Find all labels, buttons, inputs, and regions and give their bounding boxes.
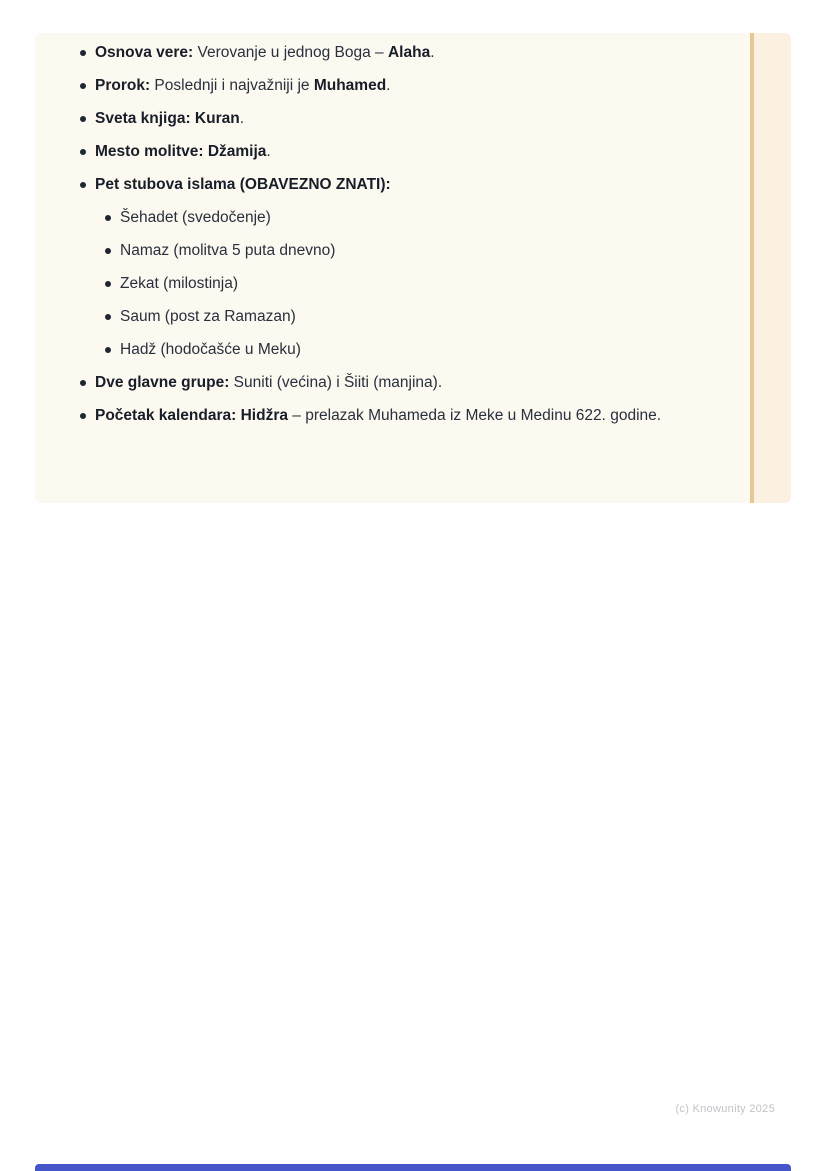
bullet-icon bbox=[80, 116, 86, 122]
list-item bbox=[95, 71, 686, 101]
bullet-icon bbox=[80, 149, 86, 155]
list-item bbox=[95, 401, 686, 431]
notes-list bbox=[35, 33, 791, 431]
list-item bbox=[120, 302, 686, 332]
list-item-text: Hadž (hodočašće u Meku) bbox=[120, 341, 301, 358]
list-item-text: Saum (post za Ramazan) bbox=[120, 308, 296, 325]
list-item-text: Šehadet (svedočenje) bbox=[120, 209, 271, 226]
list-item-text: Sveta knjiga: Kuran. bbox=[95, 110, 245, 127]
list-item bbox=[120, 269, 686, 299]
list-item-text: Osnova vere: Verovanje u jednog Boga – Alaha. bbox=[95, 44, 435, 61]
bullet-icon bbox=[80, 83, 86, 89]
bullet-icon bbox=[105, 215, 111, 221]
bullet-icon bbox=[80, 182, 86, 188]
list-item bbox=[95, 137, 686, 167]
list-item bbox=[95, 170, 686, 200]
list-item bbox=[95, 368, 686, 398]
notes-card bbox=[35, 33, 791, 503]
list-item-text: Početak kalendara: Hidžra – prelazak Muhameda iz Meke u Medinu 622. godine. bbox=[95, 407, 662, 424]
bullet-icon bbox=[80, 380, 86, 386]
list-item-text: Pet stubova islama (OBAVEZNO ZNATI): bbox=[95, 176, 391, 193]
bullet-icon bbox=[80, 413, 86, 419]
list-item bbox=[120, 335, 686, 365]
list-item bbox=[120, 236, 686, 266]
list-item-text: Zekat (milostinja) bbox=[120, 275, 238, 292]
list-item bbox=[95, 104, 686, 134]
list-item bbox=[120, 203, 686, 233]
list-item-text: Mesto molitve: Džamija. bbox=[95, 143, 271, 160]
bullet-icon bbox=[105, 281, 111, 287]
list-item-text: Prorok: Poslednji i najvažniji je Muhamed. bbox=[95, 77, 391, 94]
list-item bbox=[95, 38, 686, 68]
bullet-icon bbox=[105, 248, 111, 254]
next-card-top-strip bbox=[35, 1164, 791, 1171]
bullet-icon bbox=[80, 50, 86, 56]
copyright-text: (c) Knowunity 2025 bbox=[675, 1103, 775, 1115]
bullet-icon bbox=[105, 347, 111, 353]
list-item-text: Namaz (molitva 5 puta dnevno) bbox=[120, 242, 336, 259]
list-item-text: Dve glavne grupe: Suniti (većina) i Šiiti (manjina). bbox=[95, 374, 443, 391]
bullet-icon bbox=[105, 314, 111, 320]
